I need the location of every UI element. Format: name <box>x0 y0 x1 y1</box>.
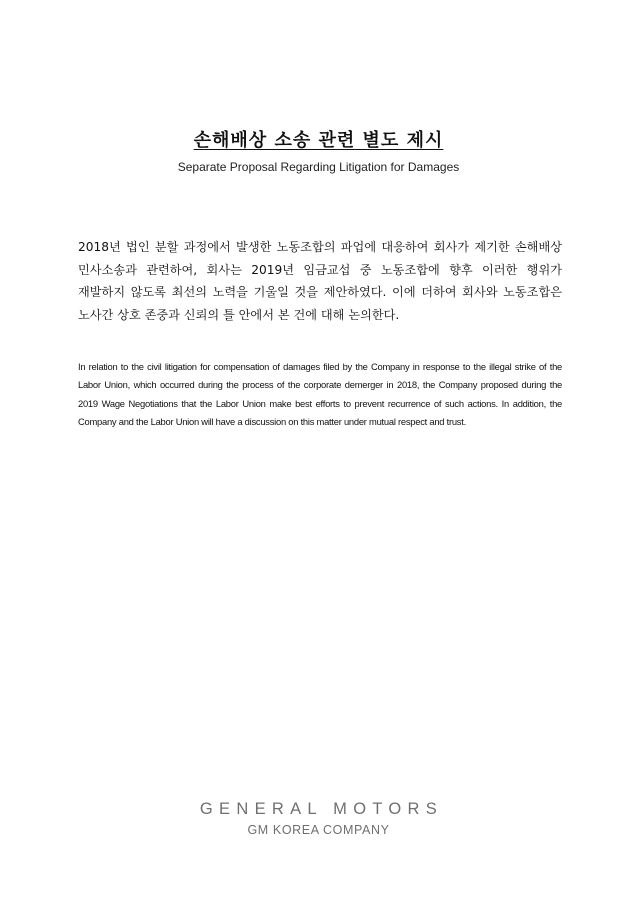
logo-wordmark: GENERAL MOTORS <box>199 800 444 818</box>
body-paragraph-korean: 2018년 법인 분할 과정에서 발생한 노동조합의 파업에 대응하여 회사가 제기한 손해배상 민사소송과 관련하여, 회사는 2019년 임금교섭 중 노동조합에 향후 이러한 행위가 재발하지 않도록 최선의 노력을 기울일 것을 제안하였다. 이에 더하여 회사와 노동조합은 노사간 상호 존중과 신뢰의 틀 안에서 본 건에 대해 논의한다. <box>78 240 562 322</box>
body-paragraph-english: In relation to the civil litigation for compensation of damages filed by the Company in response to the illegal strike of the Labor Union, which occurred during the process of the corporate demerger in 2018, the Company proposed during the 2019 Wage Negotiations that the Labor Union make best efforts to prevent recurrence of such actions. In addition, the Company and the Labor Union will have a discussion on this matter under mutual respect and trust. <box>78 361 562 427</box>
document-title-korean: 손해배상 소송 관련 별도 제시 <box>193 130 444 151</box>
logo-subtitle: GM KOREA COMPANY <box>247 823 390 837</box>
document-title-english: Separate Proposal Regarding Litigation for Damages <box>177 160 460 174</box>
gm-korea-logo <box>0 800 637 837</box>
